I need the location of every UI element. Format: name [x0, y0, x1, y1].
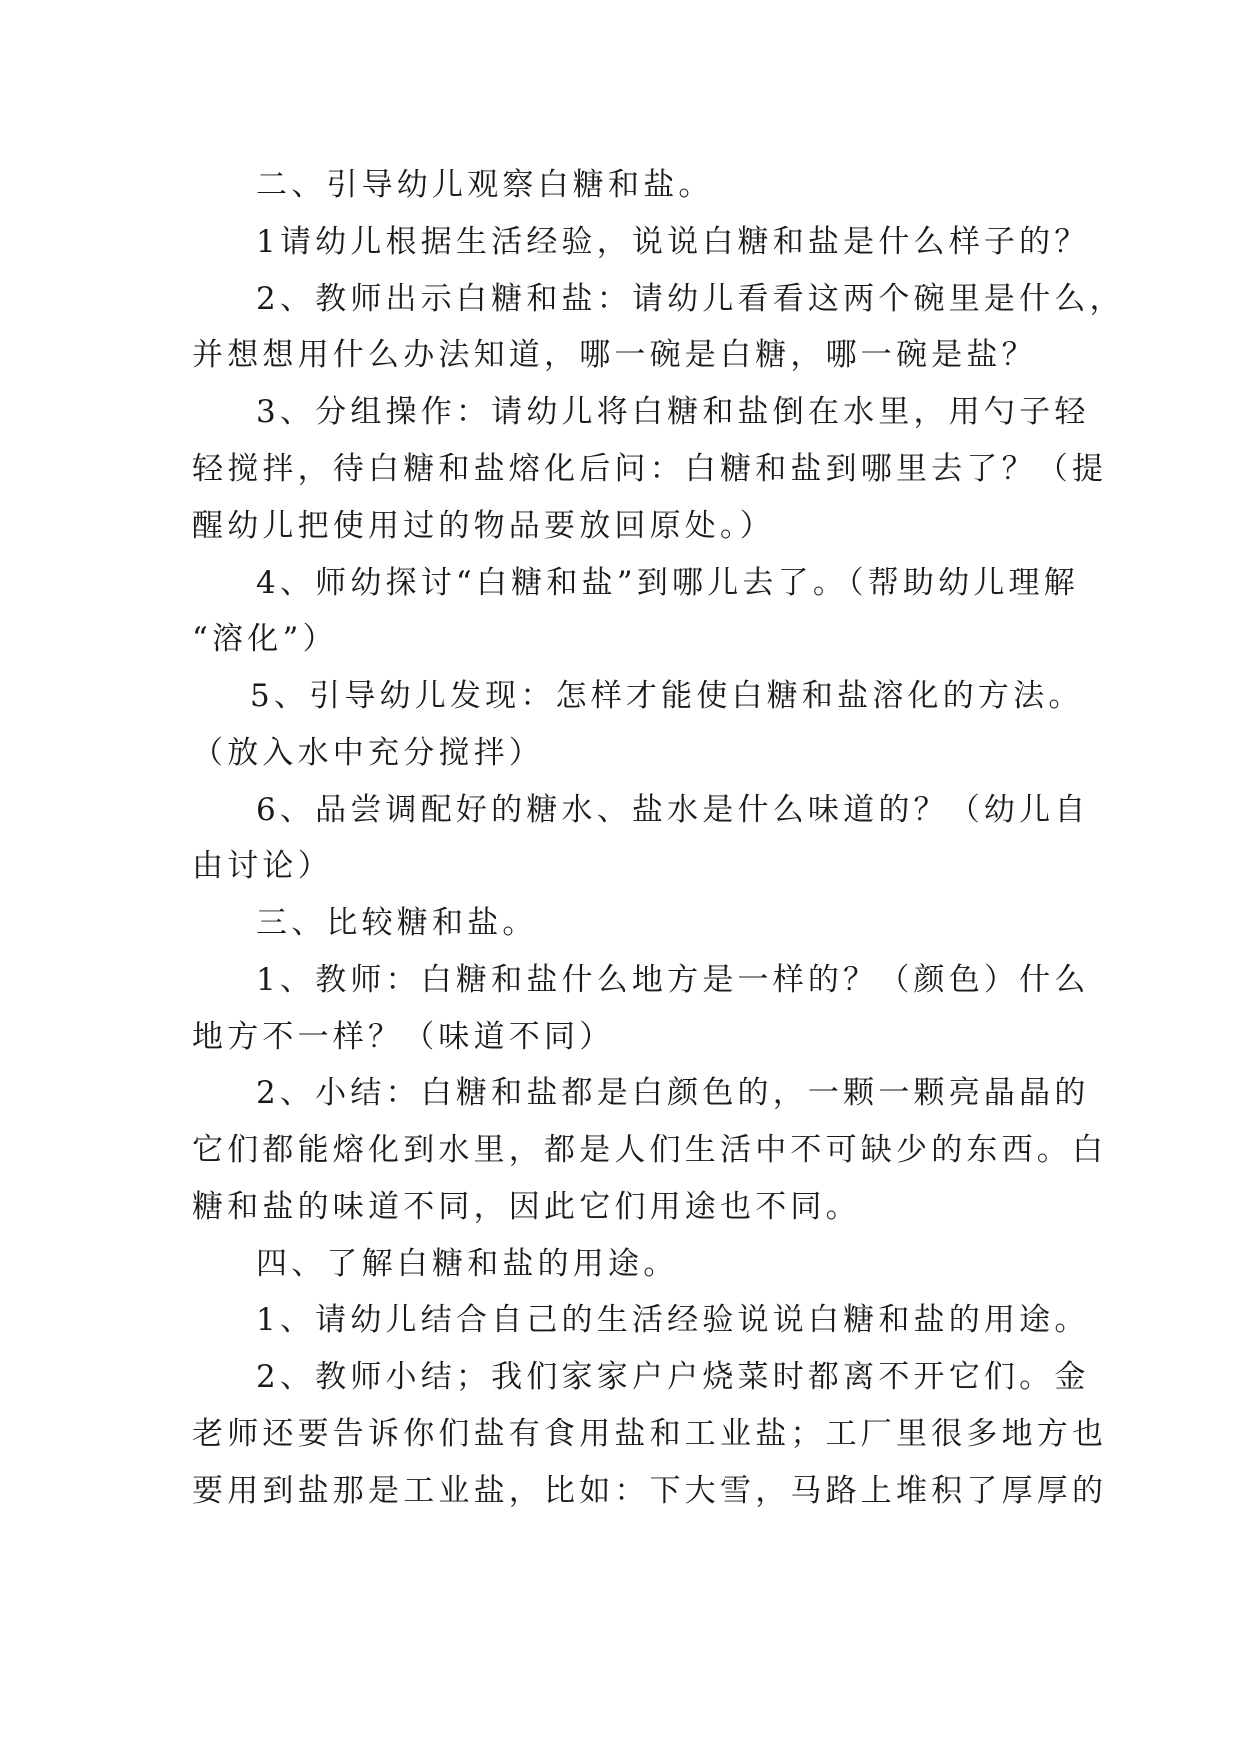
paragraph-line: 由讨论）: [192, 848, 333, 884]
paragraph-line: 6、品尝调配好的糖水、盐水是什么味道的？（幼儿自: [256, 792, 1090, 828]
paragraph-line: 5、引导幼儿发现：怎样才能使白糖和盐溶化的方法。: [250, 678, 1084, 714]
paragraph-line: 轻搅拌，待白糖和盐熔化后问：白糖和盐到哪里去了？（提: [192, 451, 1108, 487]
paragraph-line: 地方不一样？（味道不同）: [192, 1019, 615, 1055]
paragraph-line: 2、小结：白糖和盐都是白颜色的，一颗一颗亮晶晶的: [256, 1075, 1090, 1111]
paragraph-line: 1请幼儿根据生活经验，说说白糖和盐是什么样子的？: [256, 224, 1090, 260]
paragraph-line: 4、师幼探讨“白糖和盐”到哪儿去了。（帮助幼儿理解: [256, 565, 1079, 601]
paragraph-line: 要用到盐那是工业盐，比如：下大雪，马路上堆积了厚厚的: [192, 1473, 1108, 1509]
paragraph-line: 醒幼儿把使用过的物品要放回原处。）: [192, 508, 775, 544]
paragraph-line: 1、教师：白糖和盐什么地方是一样的？（颜色）什么: [256, 962, 1090, 998]
section-heading-4: 四、了解白糖和盐的用途。: [256, 1246, 679, 1282]
paragraph-line: 2、教师小结；我们家家户户烧菜时都离不开它们。金: [256, 1359, 1090, 1395]
paragraph-line: 它们都能熔化到水里，都是人们生活中不可缺少的东西。白: [192, 1132, 1108, 1168]
section-heading-3: 三、比较糖和盐。: [256, 905, 538, 941]
paragraph-line: 3、分组操作：请幼儿将白糖和盐倒在水里，用勺子轻: [256, 394, 1090, 430]
paragraph-line: “溶化”）: [192, 621, 338, 657]
section-heading-2: 二、引导幼儿观察白糖和盐。: [256, 167, 714, 203]
paragraph-line: 老师还要告诉你们盐有食用盐和工业盐；工厂里很多地方也: [192, 1416, 1108, 1452]
paragraph-line: 2、教师出示白糖和盐：请幼儿看看这两个碗里是什么，: [256, 281, 1125, 317]
paragraph-line: （放入水中充分搅拌）: [192, 735, 544, 771]
paragraph-line: 并想想用什么办法知道，哪一碗是白糖，哪一碗是盐？: [192, 337, 1037, 373]
paragraph-line: 糖和盐的味道不同，因此它们用途也不同。: [192, 1189, 861, 1225]
paragraph-line: 1、请幼儿结合自己的生活经验说说白糖和盐的用途。: [256, 1302, 1090, 1338]
